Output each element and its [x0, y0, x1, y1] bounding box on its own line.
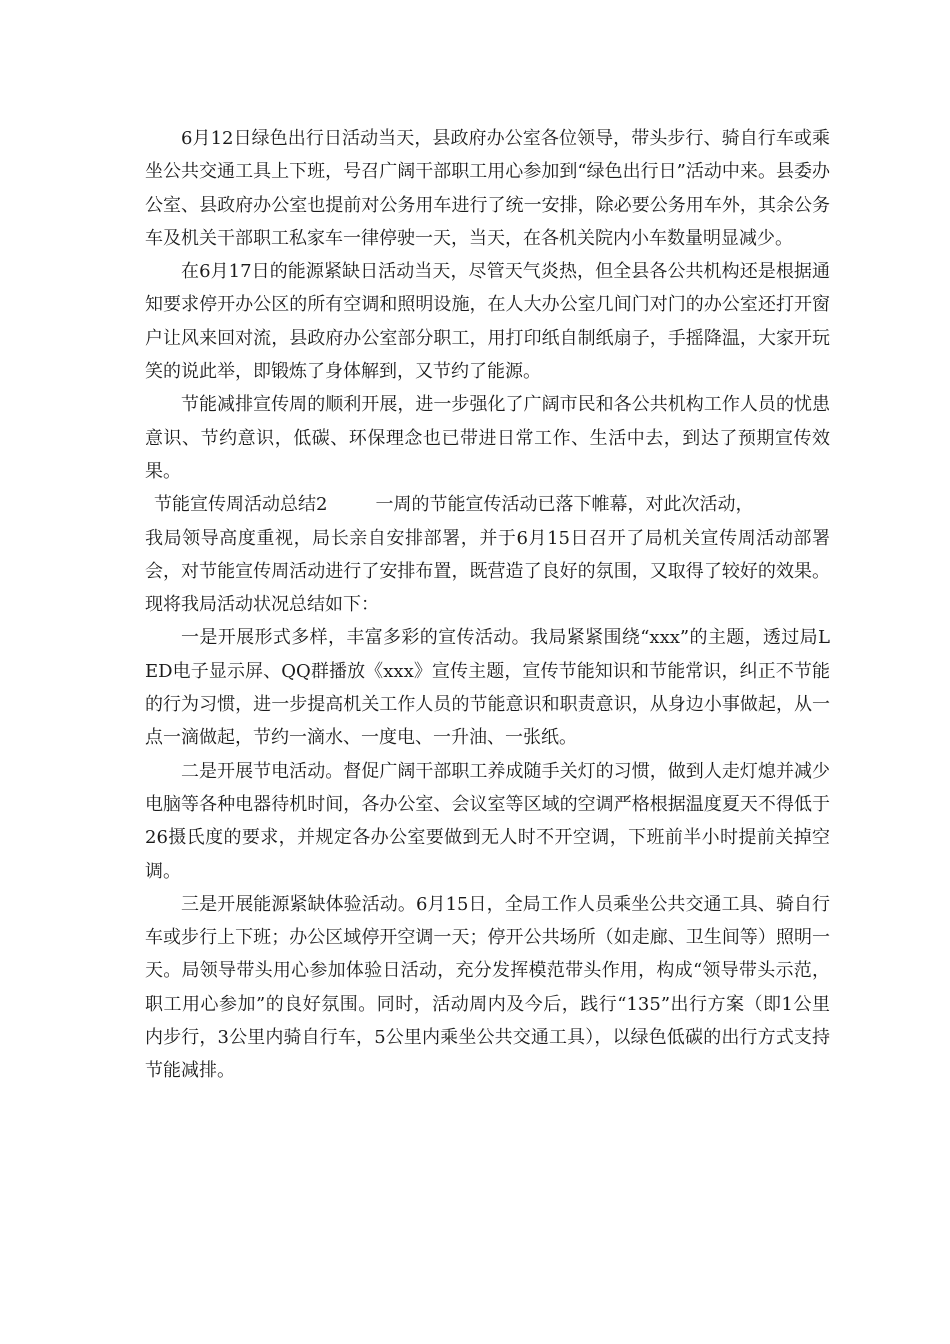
section-lead: 一周的节能宣传活动已落下帷幕，对此次活动， [375, 494, 754, 516]
section-title: 节能宣传周活动总结2 [154, 494, 328, 516]
paragraph-shortage-experience: 三是开展能源紧缺体验活动。6月15日，全局工作人员乘坐公共交通工具、骑自行车或步行上下班；办公区域停开空调一天；停开公共场所（如走廊、卫生间等）照明一天。局领导带头用心参加体验日活动，充分发挥模范带头作用，构成“领导带头示范，职工用心参加”的良好氛围。同时，活动周内及今后，践行“135”出行方案（即1公里内步行，3公里内骑自行车，5公里内乘坐公共交通工具），以绿色低碳的出行方式支持节能减排。 [145, 893, 830, 1082]
document-body [145, 122, 830, 1088]
paragraph-publicity-week-effect: 节能减排宣传周的顺利开展，进一步强化了广阔市民和各公共机构工作人员的忧患意识、节约意识，低碳、环保理念也已带进日常工作、生活中去，到达了预期宣传效果。 [145, 394, 830, 482]
section-heading-line [145, 488, 830, 521]
paragraph-power-saving: 二是开展节电活动。督促广阔干部职工养成随手关灯的习惯，做到人走灯熄并减少电脑等各种电器待机时间，各办公室、会议室等区域的空调严格根据温度夏天不得低于26摄氏度的要求，并规定各办公室要做到无人时不开空调，下班前半小时提前关掉空调。 [145, 760, 830, 882]
paragraph-green-travel-day: 6月12日绿色出行日活动当天，县政府办公室各位领导，带头步行、骑自行车或乘坐公共交通工具上下班，号召广阔干部职工用心参加到“绿色出行日”活动中来。县委办公室、县政府办公室也提前对公务用车进行了统一安排，除必要公务用车外，其余公务车及机关干部职工私家车一律停驶一天，当天，在各机关院内小车数量明显减少。 [145, 128, 830, 249]
paragraph-publicity-activities: 一是开展形式多样，丰富多彩的宣传活动。我局紧紧围绕“xxx”的主题，透过局LED电子显示屏、QQ群播放《xxx》宣传主题，宣传节能知识和节能常识，纠正不节能的行为习惯，进一步提高机关工作人员的节能意识和职责意识，从身边小事做起，从一点一滴做起，节约一滴水、一度电、一升油、一张纸。 [145, 627, 830, 749]
paragraph-energy-shortage-day: 在6月17日的能源紧缺日活动当天，尽管天气炎热，但全县各公共机构还是根据通知要求停开办公区的所有空调和照明设施，在人大办公室几间门对门的办公室还打开窗户让风来回对流，县政府办公室部分职工，用打印纸自制纸扇子，手摇降温，大家开玩笑的说此举，即锻炼了身体解到，又节约了能源。 [145, 261, 830, 383]
section-lead-continuation: 我局领导高度重视，局长亲自安排部署，并于6月15日召开了局机关宣传周活动部署会，对节能宣传周活动进行了安排布置，既营造了良好的氛围，又取得了较好的效果。现将我局活动状况总结如下： [145, 527, 830, 616]
